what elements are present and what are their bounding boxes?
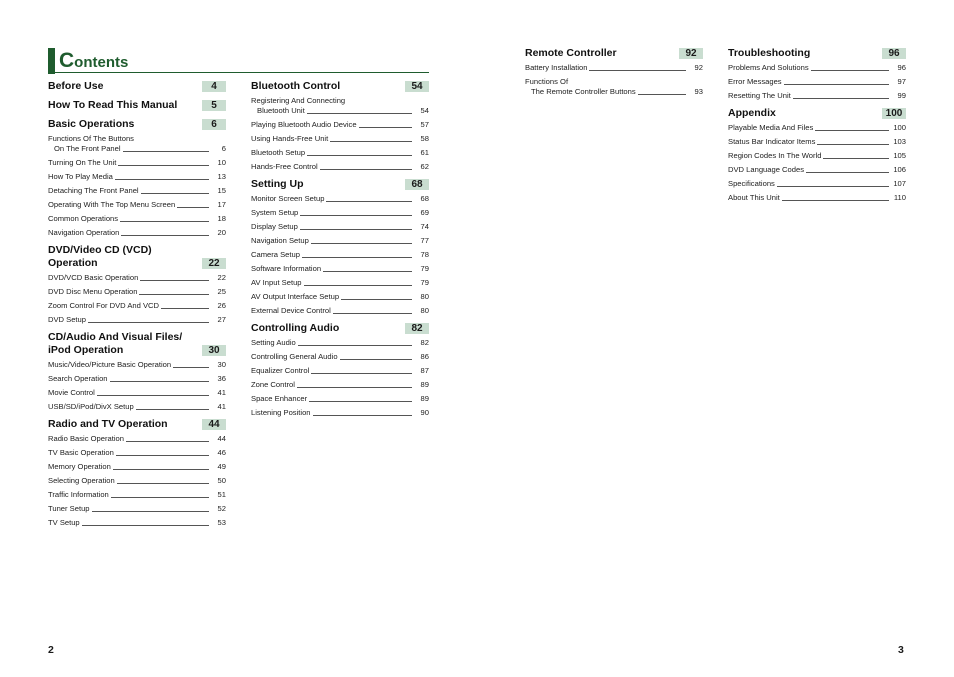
toc-section [728,107,906,203]
toc-entry[interactable] [728,137,906,147]
toc-entry[interactable] [48,158,226,168]
toc-column-3 [525,47,703,103]
dot-leader [304,285,412,286]
toc-entry[interactable] [251,306,429,316]
dot-leader [320,169,412,170]
toc-entry[interactable] [48,402,226,412]
toc-entry[interactable] [728,179,906,189]
entry-label: Listening Position [251,408,311,417]
entry-page-number: 52 [217,504,226,513]
entry-page-number: 26 [217,301,226,310]
title-capital: C [59,49,75,72]
entry-page-number: 87 [420,366,429,375]
entry-label: Zoom Control For DVD And VCD [48,301,159,310]
section-title-line: Controlling Audio [251,322,340,334]
toc-entry[interactable] [48,287,226,297]
dot-leader [111,497,209,498]
entry-label: Functions Of The Buttons [48,134,134,143]
section-header [48,418,226,431]
entry-label: Monitor Screen Setup [251,194,325,203]
toc-entry[interactable] [48,462,226,472]
entry-label: Software Information [251,264,322,273]
toc-entry[interactable] [728,77,906,87]
entry-page-number: 41 [217,388,226,397]
section-title-line: Radio and TV Operation [48,418,168,430]
entry-page-number: 51 [217,490,226,499]
dot-leader [298,345,412,346]
section-page-badge: 6 [202,119,226,130]
entry-label: USB/SD/iPod/DivX Setup [48,402,134,411]
toc-entry[interactable] [525,63,703,73]
section-page-badge: 54 [405,81,429,92]
dot-leader [815,130,889,131]
toc-entry[interactable] [251,292,429,302]
dot-leader [307,113,412,114]
entry-label: Radio Basic Operation [48,434,124,443]
entry-label: Navigation Operation [48,228,120,237]
entry-label: Status Bar Indicator Items [728,137,816,146]
dot-leader [117,483,209,484]
section-page-badge: 100 [882,108,906,119]
dot-leader [823,158,889,159]
section-page-badge: 30 [202,345,226,356]
entry-label: TV Basic Operation [48,448,114,457]
section-page-badge: 92 [679,48,703,59]
dot-leader [92,511,209,512]
section-header [251,178,429,191]
section-title-line: iPod Operation [48,344,124,356]
section-title[interactable] [48,99,177,112]
toc-entry[interactable] [728,151,906,161]
dot-leader [110,381,209,382]
toc-entry[interactable] [525,77,703,97]
toc-entry[interactable] [251,352,429,362]
entry-page-number: 93 [694,87,703,96]
section-title[interactable] [251,80,340,93]
entry-page-number: 69 [420,208,429,217]
toc-entry[interactable] [728,91,906,101]
entry-label: Display Setup [251,222,298,231]
dot-leader [302,257,412,258]
toc-section [251,178,429,316]
section-page-badge: 68 [405,179,429,190]
section-page-badge: 5 [202,100,226,111]
page-title [48,48,128,74]
section-title-line: Basic Operations [48,118,135,130]
dot-leader [173,367,209,368]
entry-label: AV Output Interface Setup [251,292,340,301]
dot-leader [784,84,889,85]
title-rest: ontents [74,54,129,71]
entry-label: Movie Control [48,388,95,397]
entry-label: AV Input Setup [251,278,302,287]
entry-page-number: 50 [217,476,226,485]
toc-section [251,322,429,418]
dot-leader [141,193,209,194]
section-title[interactable] [251,322,339,335]
entry-label: Playable Media And Files [728,123,814,132]
dot-leader [311,243,412,244]
toc-entry[interactable] [251,222,429,232]
dot-leader [161,308,209,309]
dot-leader [113,469,209,470]
entry-label: Music/Video/Picture Basic Operation [48,360,172,369]
section-header [48,80,226,93]
toc-entry[interactable] [48,186,226,196]
entry-page-number: 53 [217,518,226,527]
toc-section [48,244,226,325]
dot-leader [333,313,412,314]
dot-leader [793,98,889,99]
entry-page-number: 89 [420,394,429,403]
toc-entry[interactable] [728,165,906,175]
toc-entry[interactable] [251,162,429,172]
toc-entry[interactable] [48,518,226,528]
entry-page-number: 61 [420,148,429,157]
toc-entry[interactable] [728,63,906,73]
toc-entry[interactable] [48,214,226,224]
section-title-line: DVD/Video CD (VCD) [48,244,152,256]
dot-leader [139,294,209,295]
section-title[interactable] [251,178,304,191]
entry-label: Space Enhancer [251,394,308,403]
entry-page-number: 80 [420,292,429,301]
dot-leader [88,322,209,323]
entry-page-number: 86 [420,352,429,361]
title-underline [48,72,429,73]
toc-entry[interactable] [48,301,226,311]
section-title-line: Bluetooth Control [251,80,341,92]
toc-section [48,118,226,238]
dot-leader [126,441,209,442]
toc-entry[interactable] [251,250,429,260]
dot-leader [297,387,412,388]
entry-page-number: 58 [420,134,429,143]
entry-page-number: 96 [897,63,906,72]
toc-entry[interactable] [48,388,226,398]
entry-label: Bluetooth Unit [257,106,305,115]
section-page-badge: 22 [202,258,226,269]
entry-page-number: 15 [217,186,226,195]
entry-label: Traffic Information [48,490,109,499]
entry-page-number: 107 [893,179,906,188]
section-title-line: Troubleshooting [728,47,811,59]
section-title[interactable] [728,107,776,120]
entry-page-number: 44 [217,434,226,443]
entry-page-number: 105 [893,151,906,160]
toc-entry[interactable] [251,338,429,348]
entry-page-number: 13 [217,172,226,181]
toc-entry[interactable] [48,504,226,514]
toc-entry[interactable] [48,490,226,500]
section-header [48,244,226,270]
toc-entry[interactable] [48,273,226,283]
toc-section [48,418,226,528]
section-title[interactable] [48,418,168,431]
entry-label: Selecting Operation [48,476,115,485]
entry-label: Common Operations [48,214,119,223]
toc-column-1 [48,80,226,534]
entry-label: The Remote Controller Buttons [531,87,636,96]
dot-leader [300,215,412,216]
entry-page-number: 78 [420,250,429,259]
toc-section [48,331,226,412]
section-title-line: Remote Controller [525,47,617,59]
entry-label: Controlling General Audio [251,352,338,361]
entry-page-number: 54 [420,106,429,115]
entry-label: On The Front Panel [54,144,121,153]
entry-label: Error Messages [728,77,782,86]
entry-label: Equalizer Control [251,366,310,375]
entry-label: Functions Of [525,77,569,86]
section-title-line: CD/Audio And Visual Files/ [48,331,183,343]
toc-entry[interactable] [48,360,226,370]
entry-page-number: 41 [217,402,226,411]
section-header [48,99,226,112]
section-title[interactable] [728,47,810,60]
entry-label: Search Operation [48,374,108,383]
section-page-badge: 44 [202,419,226,430]
toc-entry[interactable] [728,193,906,203]
entry-label: Specifications [728,179,775,188]
section-header [251,80,429,93]
entry-page-number: 74 [420,222,429,231]
section-title-line: Before Use [48,80,104,92]
entry-label: Registering And Connecting [251,96,346,105]
entry-page-number: 89 [420,380,429,389]
dot-leader [359,127,412,128]
section-page-badge: 96 [882,48,906,59]
dot-leader [782,200,889,201]
section-title[interactable] [48,331,182,357]
section-title-line: Operation [48,257,98,269]
dot-leader [323,271,412,272]
toc-entry[interactable] [48,134,226,154]
entry-label: Tuner Setup [48,504,90,513]
entry-page-number: 92 [694,63,703,72]
section-header [48,118,226,131]
entry-label: DVD Setup [48,315,86,324]
entry-page-number: 57 [420,120,429,129]
entry-page-number: 99 [897,91,906,100]
dot-leader [326,201,412,202]
toc-entry[interactable] [251,96,429,116]
toc-entry[interactable] [251,236,429,246]
entry-page-number: 30 [217,360,226,369]
toc-entry[interactable] [251,208,429,218]
section-header [728,107,906,120]
entry-page-number: 106 [893,165,906,174]
toc-entry[interactable] [48,448,226,458]
entry-label: Battery Installation [525,63,588,72]
entry-page-number: 100 [893,123,906,132]
left-page-number: 2 [48,644,54,656]
dot-leader [136,409,209,410]
dot-leader [121,235,209,236]
entry-label: DVD Language Codes [728,165,804,174]
entry-label: Detaching The Front Panel [48,186,139,195]
toc-entry[interactable] [48,374,226,384]
section-title[interactable] [48,118,134,131]
section-header [525,47,703,60]
dot-leader [330,141,412,142]
dot-leader [82,525,209,526]
entry-page-number: 82 [420,338,429,347]
entry-label: Zone Control [251,380,295,389]
dot-leader [97,395,209,396]
toc-entry[interactable] [251,264,429,274]
entry-label: Region Codes In The World [728,151,822,160]
entry-page-number: 49 [217,462,226,471]
section-header [728,47,906,60]
toc-section [728,47,906,101]
dot-leader [341,299,412,300]
dot-leader [817,144,889,145]
toc-entry[interactable] [251,408,429,418]
entry-label: External Device Control [251,306,331,315]
entry-label: Memory Operation [48,462,111,471]
entry-page-number: 10 [217,158,226,167]
dot-leader [120,221,209,222]
entry-label: How To Play Media [48,172,113,181]
section-title[interactable] [48,80,103,93]
entry-line [525,87,703,97]
dot-leader [811,70,889,71]
entry-label: Resetting The Unit [728,91,791,100]
entry-label: Using Hands-Free Unit [251,134,329,143]
toc-entry[interactable] [251,278,429,288]
section-page-badge: 4 [202,81,226,92]
toc-entry[interactable] [48,172,226,182]
entry-page-number: 18 [217,214,226,223]
entry-label: Setting Audio [251,338,296,347]
toc-entry[interactable] [728,123,906,133]
entry-page-number: 46 [217,448,226,457]
entry-page-number: 68 [420,194,429,203]
entry-page-number: 80 [420,306,429,315]
section-title[interactable] [48,244,152,270]
entry-line [48,144,226,154]
toc-entry[interactable] [48,434,226,444]
dot-leader [806,172,889,173]
toc-entry[interactable] [48,476,226,486]
dot-leader [777,186,889,187]
toc-entry[interactable] [251,134,429,144]
dot-leader [638,94,686,95]
entry-label: Playing Bluetooth Audio Device [251,120,357,129]
entry-label: Camera Setup [251,250,300,259]
entry-page-number: 77 [420,236,429,245]
toc-entry[interactable] [48,315,226,325]
entry-page-number: 36 [217,374,226,383]
entry-page-number: 27 [217,315,226,324]
entry-label: Navigation Setup [251,236,309,245]
toc-column-2 [251,80,429,424]
section-title[interactable] [525,47,617,60]
entry-label: DVD/VCD Basic Operation [48,273,139,282]
entry-page-number: 110 [893,193,906,202]
dot-leader [313,415,412,416]
section-page-badge: 82 [405,323,429,334]
entry-page-number: 103 [893,137,906,146]
entry-page-number: 79 [420,264,429,273]
toc-entry[interactable] [251,366,429,376]
entry-line [251,106,429,116]
entry-label: Turning On The Unit [48,158,117,167]
dot-leader [123,151,209,152]
section-header [251,322,429,335]
entry-label: DVD Disc Menu Operation [48,287,138,296]
entry-label: Bluetooth Setup [251,148,306,157]
entry-page-number: 97 [897,77,906,86]
dot-leader [115,179,209,180]
dot-leader [340,359,412,360]
section-title-line: Appendix [728,107,776,119]
section-title-line: Setting Up [251,178,304,190]
toc-section [48,99,226,112]
entry-page-number: 79 [420,278,429,287]
dot-leader [311,373,412,374]
toc-entry[interactable] [251,120,429,130]
section-title-line: How To Read This Manual [48,99,178,111]
dot-leader [177,207,209,208]
toc-entry[interactable] [251,380,429,390]
toc-entry[interactable] [48,200,226,210]
dot-leader [118,165,209,166]
entry-label: TV Setup [48,518,80,527]
dot-leader [116,455,209,456]
toc-entry[interactable] [251,194,429,204]
entry-label: About This Unit [728,193,780,202]
dot-leader [140,280,209,281]
dot-leader [300,229,412,230]
entry-page-number: 20 [217,228,226,237]
entry-page-number: 6 [221,144,226,153]
toc-section [525,47,703,97]
entry-label: Hands-Free Control [251,162,318,171]
toc-entry[interactable] [251,394,429,404]
toc-column-4 [728,47,906,209]
right-page-number: 3 [898,644,904,656]
entry-page-number: 62 [420,162,429,171]
title-text [59,49,128,73]
toc-entry[interactable] [48,228,226,238]
entry-page-number: 25 [217,287,226,296]
entry-label: Operating With The Top Menu Screen [48,200,176,209]
title-accent-bar [48,48,55,74]
entry-page-number: 90 [420,408,429,417]
dot-leader [309,401,412,402]
entry-page-number: 17 [217,200,226,209]
toc-section [251,80,429,172]
entry-label: System Setup [251,208,299,217]
entry-label: Problems And Solutions [728,63,809,72]
toc-entry[interactable] [251,148,429,158]
dot-leader [589,70,686,71]
section-header [48,331,226,357]
dot-leader [307,155,412,156]
toc-section [48,80,226,93]
entry-page-number: 22 [217,273,226,282]
